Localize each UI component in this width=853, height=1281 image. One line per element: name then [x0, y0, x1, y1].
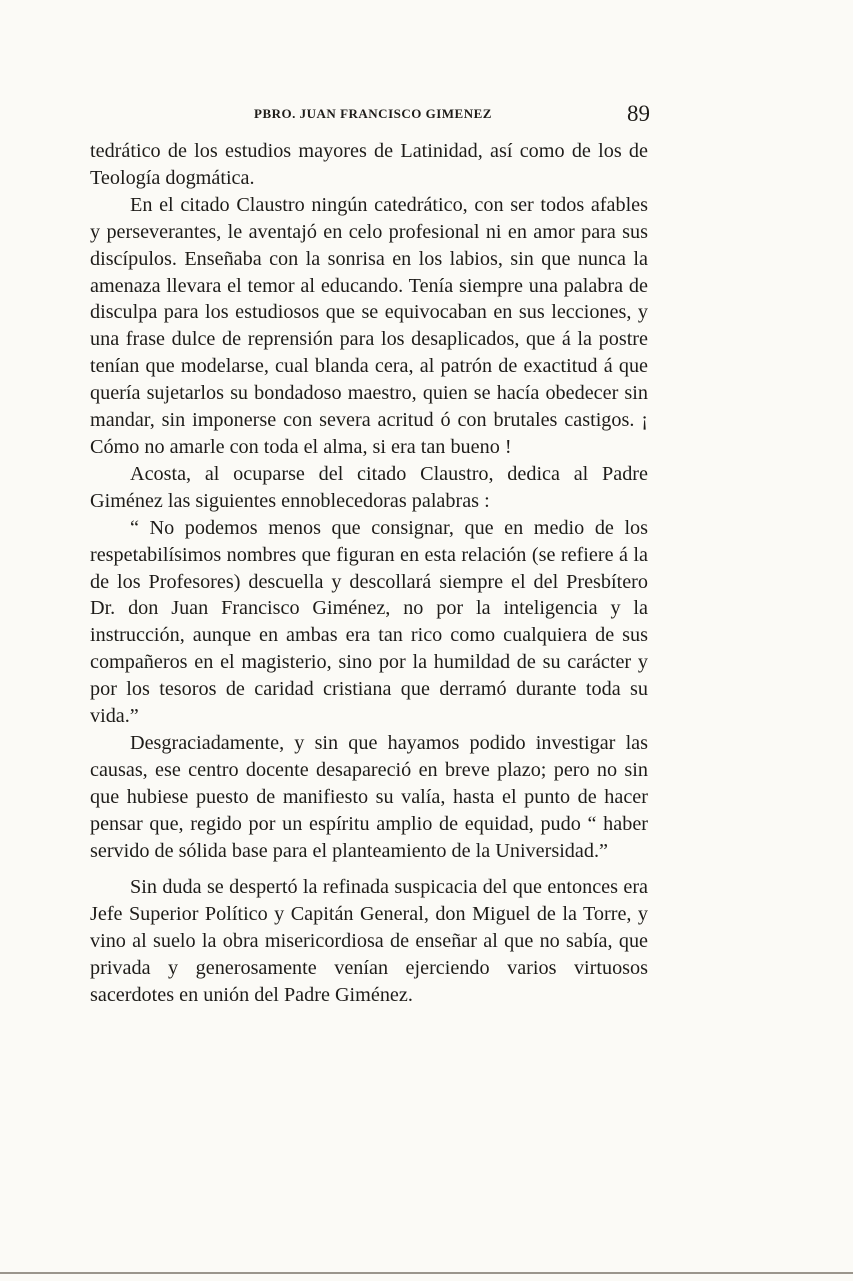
paragraph-claustro: En el citado Claustro ningún catedrático, con ser todos afables y perseverantes, le aventajó en celo profesional ni en amor para sus discípulos. Enseñaba con la sonrisa en los labios, sin que nunca la amenaza llevara el temor al educando. Tenía siempre una palabra de disculpa para los estudiosos que se equivocaban en sus lecciones, y una frase dulce de reprensión para los desaplicados, que á la postre tenían que modelarse, cual blanda cera, al patrón de exactitud á que quería sujetarlos su bondadoso maestro, quien se hacía obedecer sin mandar, sin imponerse con severa acritud ó con brutales castigos. ¡ Cómo no amarle con toda el alma, si era tan bueno !: [90, 193, 648, 458]
paragraph-sin-duda: Sin duda se despertó la refinada suspicacia del que entonces era Jefe Superior Político y Capitán General, don Miguel de la Torre, y vino al suelo la obra misericordiosa de enseñar al que no sabía, que privada y generosamente venían ejerciendo varios virtuosos sacerdotes en unión del Padre Giménez.: [90, 876, 648, 1007]
paragraph-desgraciadamente: Desgraciadamente, y sin que hayamos podido investigar las causas, ese centro docente desapareció en breve plazo; pero no sin que hubiese puesto de manifiesto su valía, hasta el punto de hacer pensar que, regido por un espíritu amplio de equidad, pudo “ haber servido de sólida base para el planteamiento de la Universidad.”: [90, 731, 648, 862]
paragraph-continuation: tedrático de los estudios mayores de Latinidad, así como de los de Teología dogmática.: [90, 140, 648, 189]
body-text: [90, 138, 648, 1009]
page-number: 89: [627, 101, 650, 126]
page-bottom-edge: [0, 1272, 853, 1274]
running-head: [90, 96, 656, 126]
running-title: PBRO. JUAN FRANCISCO GIMENEZ: [254, 106, 492, 121]
paragraph-acosta: Acosta, al ocuparse del citado Claustro, dedica al Padre Giménez las siguientes ennoblecedoras palabras :: [90, 462, 648, 512]
paragraph-quotation: “ No podemos menos que consignar, que en medio de los respetabilísimos nombres que figuran en esta relación (se refiere á la de los Profesores) descuella y descollará siempre el del Presbítero Dr. don Juan Francisco Giménez, no por la inteligencia y la instrucción, aunque en ambas era tan rico como cualquiera de sus compañeros en el magisterio, sino por la humildad de su carácter y por los tesoros de caridad cristiana que derramó durante toda su vida.”: [90, 516, 648, 728]
